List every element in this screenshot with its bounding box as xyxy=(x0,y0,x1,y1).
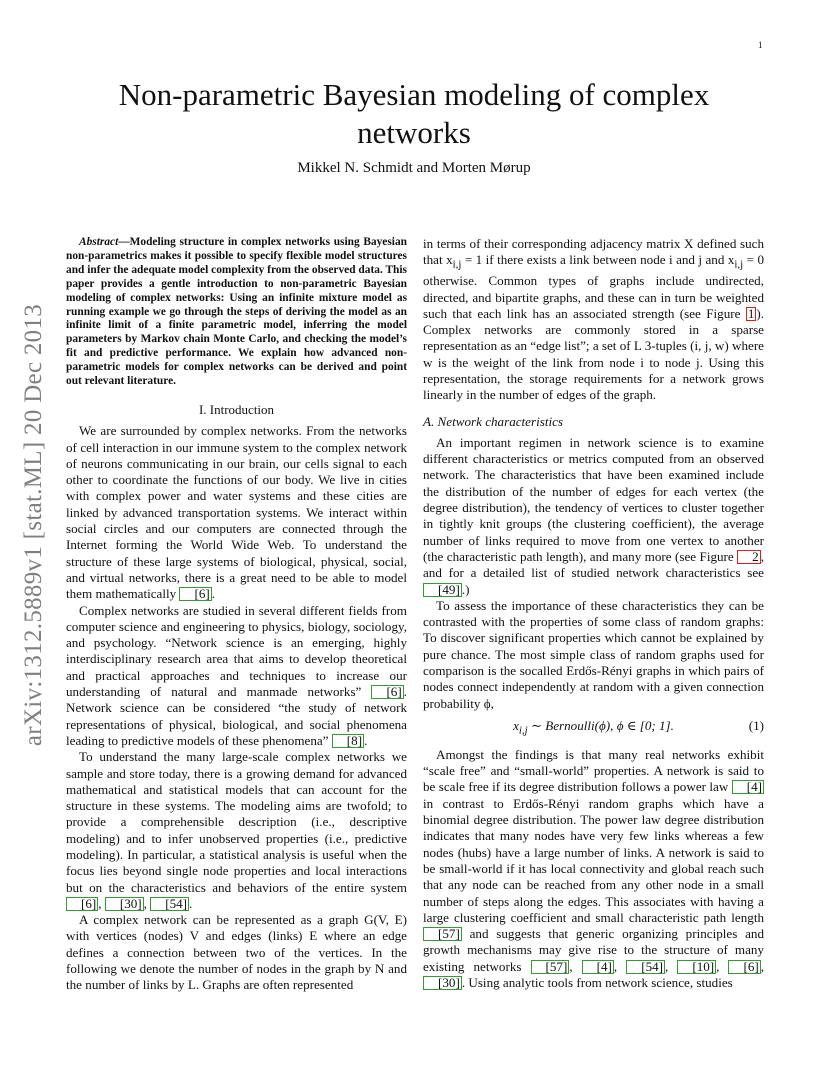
text-fragment: . Using analytic tools from network science, studies xyxy=(461,974,733,990)
abstract xyxy=(66,236,407,389)
equation-body xyxy=(513,718,674,739)
text-fragment: . xyxy=(211,586,216,602)
page-number: 1 xyxy=(758,40,763,50)
eq-lhs: x xyxy=(513,717,519,733)
citation-link[interactable]: [8] xyxy=(332,734,364,748)
equation-number: (1) xyxy=(748,717,764,733)
section-heading: I. Introduction xyxy=(198,401,275,417)
network-paragraph-1 xyxy=(423,435,764,598)
citation-link[interactable]: [54] xyxy=(626,960,665,974)
intro-paragraph-2 xyxy=(66,603,407,750)
citation-link[interactable]: [30] xyxy=(423,976,462,990)
text-fragment: Amongst the findings is that many real networks exhibit “scale free” and “small-world” properties. A network is said to be scale free if its degree distribution follows a power law xyxy=(423,746,764,795)
citation-link[interactable]: [4] xyxy=(732,780,764,794)
text-fragment: .) xyxy=(461,581,470,597)
text-fragment: Complex networks are studied in several different fields from computer science and engineering to physics, biology, sociology, and psychology. “Network science is an emerging, highly interdisciplinary research area that aims to develop theoretical and practical approaches and techniques to increase our understanding of natural and manmade networks” xyxy=(66,602,407,700)
text-fragment: = 1 if there exists a link between node i and j and x xyxy=(461,252,735,268)
authors: Mikkel N. Schmidt and Morten Mørup xyxy=(297,160,531,176)
equation-1 xyxy=(423,718,764,739)
text-fragment: . Network science can be considered “the study of network representations of physical, biological, and social phenomena leading to predictive models of these phenomena” xyxy=(66,684,407,748)
right-column xyxy=(423,236,764,991)
citation-link[interactable]: [10] xyxy=(677,960,716,974)
intro-paragraph-4: A complex network can be represented as a graph G(V, E) with vertices (nodes) V and edges (links) E where an edge defines a connection between two of the vertices. In the following we denote the number of nodes in the graph by N and the number of links by L. Graphs are often represented xyxy=(66,912,407,993)
text-fragment: . xyxy=(189,895,193,911)
text-fragment: , xyxy=(665,958,678,974)
abstract-label: Abstract xyxy=(79,236,119,248)
eq-rhs: ∼ Bernoulli(ϕ), ϕ ∈ [0; 1]. xyxy=(527,717,674,733)
network-paragraph-2: To assess the importance of these characteristics they can be contrasted with the properties of some class of random graphs: To discover significant properties which cannot be explained by pure chance. The most simple class of random graphs used for comparison is the socalled Erdős-Rényi graphs in which pairs of nodes connect independently at random with a given connection probability ϕ, xyxy=(423,597,764,711)
citation-link[interactable]: [49] xyxy=(423,583,462,597)
text-fragment: = 0 otherwise. Common types of graphs include undirected, directed, and bipartite graphs, and these can in turn be weighted such that each link has an associated strength (see Figure xyxy=(423,252,764,321)
subscript: i,j xyxy=(734,258,744,271)
left-column xyxy=(66,236,407,994)
citation-link[interactable]: [6] xyxy=(371,685,403,699)
figure-link[interactable]: 2 xyxy=(737,550,761,564)
text-fragment: . xyxy=(364,732,368,748)
text-fragment: An important regimen in network science is to examine different characteristics or metrics computed from an observed network. The characteristics that have been examined include the distribution of the number of edges for each vertex (the degree distribution), the tendency of vertices to cluster together in tightly knit groups (the clustering coefficient), the average number of links required to move from one vertex to another (the characteristic path length), and many more (see Figure xyxy=(423,434,764,564)
text-fragment: , xyxy=(613,958,627,974)
subsection-heading: A. Network characteristics xyxy=(423,413,564,429)
text-fragment: ). Complex networks are commonly stored in a sparse representation as an “edge list”; a set of L 3-tuples (i, j, w) where w is the weight of the link from node i to node j. Using this representation, the storage requirements for a network grows linearly in the number of edges of the graph. xyxy=(423,305,764,403)
text-fragment: , xyxy=(143,895,151,911)
citation-link[interactable]: [54] xyxy=(150,897,189,911)
text-fragment: , xyxy=(760,958,765,974)
network-paragraph-3 xyxy=(423,747,764,991)
text-fragment: in contrast to Erdős-Rényi random graphs which have a binomial degree distribution. The power law degree distribution indicates that many nodes have very few links whereas a few nodes (hubs) have a large number of links. A network is said to be small-world if it has local connectivity and global reach such that any node can be reached from any other node in a small number of steps along the edges. This associates with having a large clustering coefficient and small characteristic path length xyxy=(423,795,764,925)
citation-link[interactable]: [30] xyxy=(105,897,144,911)
paper-title: Non-parametric Bayesian modeling of complex networks xyxy=(118,77,710,150)
text-fragment: , xyxy=(569,958,582,974)
subscript: i,j xyxy=(452,258,462,271)
arxiv-stamp xyxy=(14,265,54,785)
citation-link[interactable]: [6] xyxy=(179,587,211,601)
intro-p1-text: We are surrounded by complex networks. From the networks of cell interaction in our immune system to the complex network of neurons communicating in our brain, our cells signal to each other to coordinate the functions of our body. We live in cities with complex power and water systems and these cities are linked by advanced transportation systems. We interact within social circles and our computers are connected through the Internet forming the World Wide Web. To understand the structure of these large systems of biological, physical, social, and virtual networks, there is a great need to be able to model them mathematically xyxy=(66,423,407,602)
citation-link[interactable]: [57] xyxy=(531,960,570,974)
intro-paragraph-5 xyxy=(423,236,764,404)
text-fragment: and suggests that generic organizing principles and growth mechanisms may give rise to the structure of many existing networks xyxy=(423,926,764,974)
figure-link[interactable]: 1 xyxy=(747,305,755,321)
text-fragment: in terms of their corresponding adjacency matrix X defined such that x xyxy=(423,236,764,268)
citation-link[interactable]: [4] xyxy=(582,960,614,974)
citation-link[interactable]: [57] xyxy=(423,927,462,941)
citation-link[interactable]: [6] xyxy=(66,897,98,911)
arxiv-stamp-text: arXiv:1312.5889v1 [stat.ML] 20 Dec 2013 xyxy=(20,303,47,747)
text-fragment: , xyxy=(98,895,105,911)
eq-subscript: i,j xyxy=(518,724,528,737)
intro-paragraph-3 xyxy=(66,749,407,912)
intro-paragraph-1 xyxy=(66,423,407,602)
text-fragment: , xyxy=(716,958,729,974)
citation-link[interactable]: [6] xyxy=(728,960,760,974)
text-fragment: , and for a detailed list of studied network characteristics see xyxy=(423,548,764,581)
abstract-text: —Modeling structure in complex networks using Bayesian non-parametrics makes it possible to specify flexible model structures and infer the adequate model complexity from the observed data. This paper provides a gentle introduction to non-parametric Bayesian modeling of complex networks: Using an infinite mixture model as running example we go through the steps of deriving the model as an infinite limit of a finite parametric model, inferring the model parameters by Markov chain Monte Carlo, and checking the model’s fit and predictive performance. We explain how advanced non-parametric models for complex networks can be derived and point out relevant literature. xyxy=(66,236,407,388)
text-fragment: To understand the many large-scale complex networks we sample and store today, there is a growing demand for advanced mathematical and statistical models that can account for the structure in these systems. The modeling aims are twofold; to provide a comprehensible description (i.e., descriptive modeling) and to infer unobserved properties (i.e., predictive modeling). In particular, a statistical analysis is useful when the focus lies beyond single node properties and local interactions but on the characteristics and behaviors of the entire system xyxy=(66,749,407,895)
